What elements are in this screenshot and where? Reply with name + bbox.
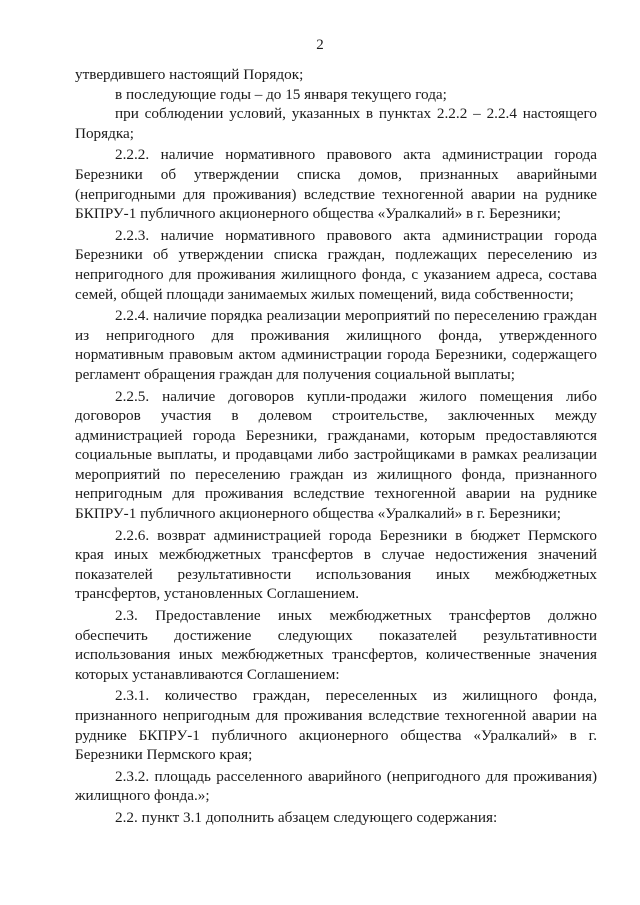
- paragraph-continuation: утвердившего настоящий Порядок;: [75, 66, 304, 83]
- paragraph-2-2-4: 2.2.4. наличие порядка реализации мероприятий по переселению граждан из непригодного для проживания жилищного фонда, утвержденного нормативным правовым актом администрации города Березники, содержащего регламент обращения граждан для получения социальной выплаты;: [75, 307, 597, 383]
- paragraph-2-2-6: 2.2.6. возврат администрацией города Березники в бюджет Пермского края иных межбюджетных трансфертов в случае недостижения значений показателей результативности использования иных межбюджетных трансфертов, установленных Соглашением.: [75, 526, 597, 603]
- paragraph-2-3-2: 2.3.2. площадь расселенного аварийного (непригодного для проживания) жилищного фонда.»;: [75, 767, 597, 805]
- paragraph-subsequent-years: в последующие годы – до 15 января текущего года;: [115, 85, 447, 103]
- paragraph-conditions: при соблюдении условий, указанных в пунктах 2.2.2 – 2.2.4 настоящего Порядка;: [75, 105, 597, 142]
- page-number: 2: [316, 37, 324, 53]
- paragraph-2-2-clause: 2.2. пункт 3.1 дополнить абзацем следующего содержания:: [115, 808, 498, 826]
- paragraph-2-3-1: 2.3.1. количество граждан, переселенных из жилищного фонда, признанного непригодным для проживания вследствие техногенной аварии на руднике БКПРУ-1 публичного акционерного общества «Уралкалий» в г. Березники Пермского края;: [75, 687, 597, 764]
- paragraph-2-3: 2.3. Предоставление иных межбюджетных трансфертов должно обеспечить достижение следующих показателей результативности использования иных межбюджетных трансфертов, количественные значения которых устанавливаются Соглашением:: [75, 607, 597, 683]
- document-body: [75, 65, 597, 828]
- paragraph-2-2-5: 2.2.5. наличие договоров купли-продажи жилого помещения либо договоров участия в долевом строительстве, заключенных между администрацией города Березники, гражданами, которым предоставляются социальные выплаты, и продавцами либо застройщиками в рамках реализации мероприятий по переселению граждан из жилищного фонда, признанного непригодным для проживания вследствие техногенной аварии на руднике БКПРУ-1 публичного акционерного общества «Уралкалий» в г. Березники;: [75, 387, 597, 523]
- paragraph-2-2-3: 2.2.3. наличие нормативного правового акта администрации города Березники об утверждении списка граждан, подлежащих переселению из непригодного для проживания жилищного фонда, с указанием адреса, состава семей, общей площади занимаемых жилых помещений, вида собственности;: [75, 226, 597, 303]
- paragraph-2-2-2: 2.2.2. наличие нормативного правового акта администрации города Березники об утверждении списка домов, признанных аварийными (непригодными для проживания) вследствие техногенной аварии на руднике БКПРУ-1 публичного акционерного общества «Уралкалий» в г. Березники;: [75, 146, 597, 223]
